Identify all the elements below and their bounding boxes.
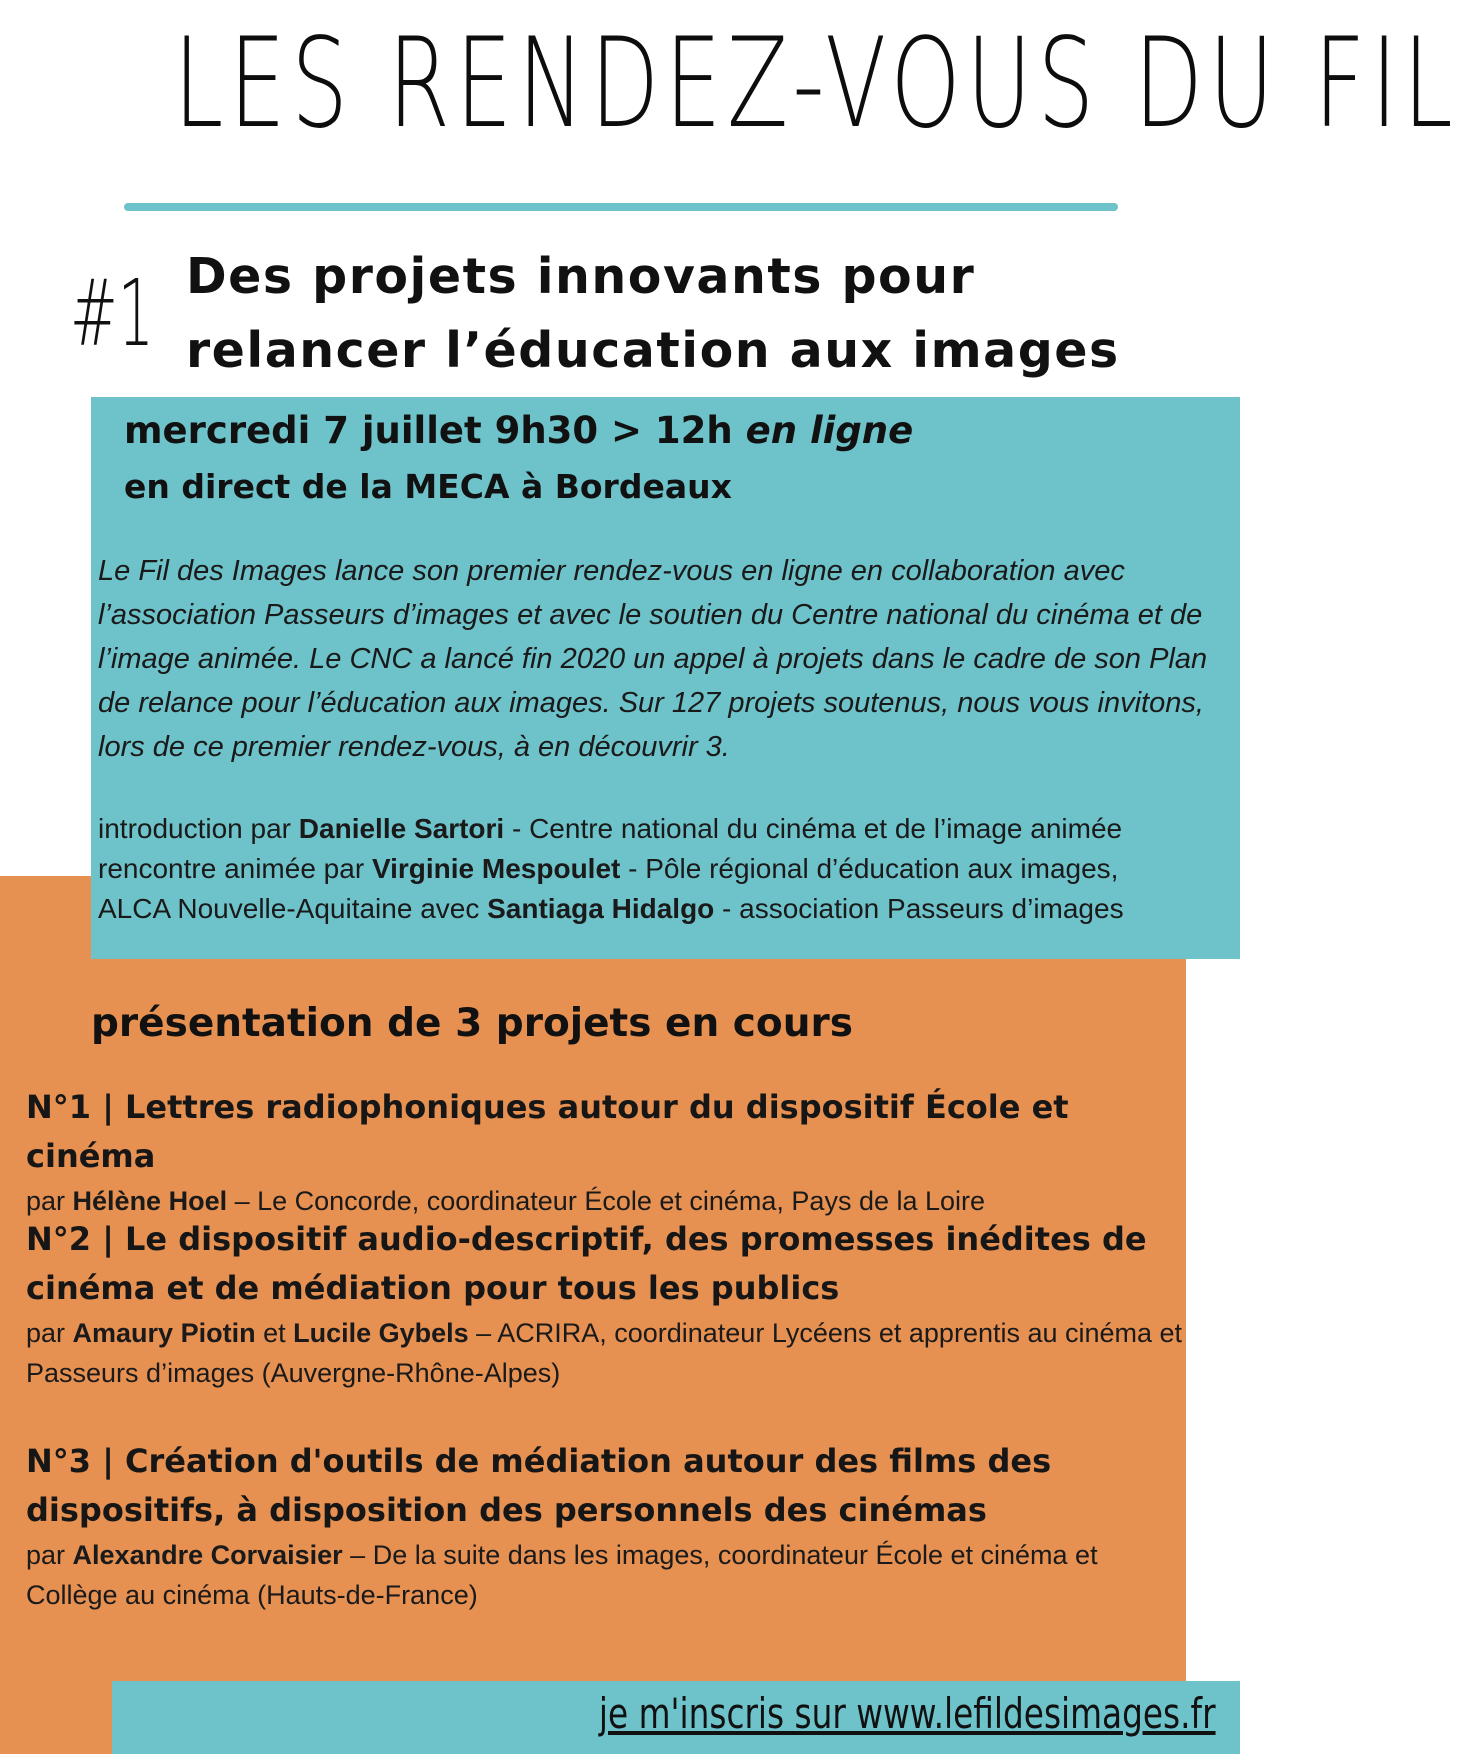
project-title: N°1 | Lettres radiophoniques autour du dispositif École et cinéma <box>26 1088 1069 1175</box>
speakers-block <box>98 809 1238 929</box>
speaker-host-line: rencontre animée par Virginie Mespoulet - Pôle régional d’éducation aux images, <box>98 853 1119 884</box>
registration-link[interactable]: je m'inscris sur www.lefildesimages.fr <box>599 1689 1216 1738</box>
project-title: N°2 | Le dispositif audio-descriptif, des promesses inédites de cinéma et de médiation pour tous les publics <box>26 1220 1147 1307</box>
headline-line-1: Des projets innovants pour <box>186 248 976 305</box>
project-item <box>26 1083 1186 1221</box>
event-date-time: mercredi 7 juillet 9h30 > 12h <box>124 409 733 452</box>
speaker-name: Virginie Mespoulet <box>371 853 621 884</box>
project-presenter: par Alexandre Corvaisier – De la suite dans les images, coordinateur École et cinéma et Collège au cinéma (Hauts-de-France) <box>26 1540 1098 1610</box>
speaker-guest-line: ALCA Nouvelle-Aquitaine avec Santiaga Hidalgo - association Passeurs d’images <box>98 893 1124 924</box>
page-title: LES RENDEZ-VOUS DU FIL <box>173 12 1459 156</box>
presenter-name: Hélène Hoel <box>72 1186 228 1216</box>
headline-line-2: relancer l’éducation aux images <box>186 322 1120 379</box>
speaker-name: Santiaga Hidalgo <box>487 893 715 924</box>
presenter-name: Lucile Gybels <box>293 1318 469 1348</box>
event-venue: en direct de la MECA à Bordeaux <box>124 467 732 506</box>
speaker-name: Danielle Sartori <box>298 813 505 844</box>
title-divider <box>124 203 1118 211</box>
event-date <box>124 405 913 457</box>
event-mode: en ligne <box>745 409 914 452</box>
intro-paragraph: Le Fil des Images lance son premier rendez-vous en ligne en collaboration avec l’association Passeurs d’images et avec le soutien du Centre national du cinéma et de l’image animée. Le CNC a lancé fin 2020 un appel à projets dans le cadre de son Plan de relance pour l’éducation aux images. Sur 127 projets soutenus, nous vous invitons, lors de ce premier rendez-vous, à en découvrir 3. <box>98 555 1208 763</box>
projects-heading: présentation de 3 projets en cours <box>91 1001 853 1046</box>
project-presenter: par Hélène Hoel – Le Concorde, coordinateur École et cinéma, Pays de la Loire <box>26 1186 986 1216</box>
project-item <box>26 1437 1186 1615</box>
speaker-intro-line: introduction par Danielle Sartori - Centre national du cinéma et de l’image animée <box>98 813 1123 844</box>
project-item <box>26 1215 1186 1393</box>
episode-number: #1 <box>70 260 155 367</box>
presenter-name: Alexandre Corvaisier <box>72 1540 343 1570</box>
project-title: N°3 | Création d'outils de médiation autour des films des dispositifs, à disposition des personnels des cinémas <box>26 1442 1052 1529</box>
project-presenter: par Amaury Piotin et Lucile Gybels – ACRIRA, coordinateur Lycéens et apprentis au cinéma et Passeurs d’images (Auvergne-Rhône-Alpes) <box>26 1318 1183 1388</box>
episode-headline <box>186 240 1226 388</box>
presenter-name: Amaury Piotin <box>72 1318 256 1348</box>
